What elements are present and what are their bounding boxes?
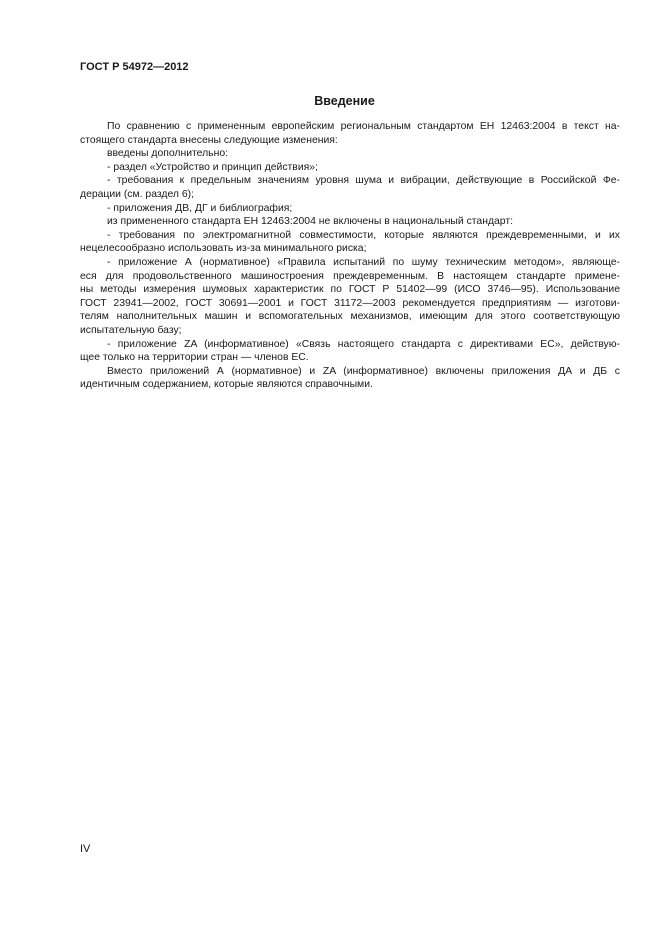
text-line: идентичным содержанием, которые являются справочными. [80, 379, 373, 391]
text-line: телям наполнительных машин и вспомогательных механизмов, имеющим для этого соответствующую [80, 311, 620, 323]
text-line: стоящего стандарта внесены следующие изменения: [80, 134, 338, 146]
page-number: IV [80, 843, 91, 855]
text-line: щее только на территории стран — членов ЕС. [80, 352, 309, 364]
text-line: Вместо приложений А (нормативное) и ZA (информативное) включены приложения ДА и ДБ с [107, 365, 620, 377]
body-text [80, 120, 620, 392]
text-line: По сравнению с примененным европейским региональным стандартом ЕН 12463:2004 в текст на- [107, 121, 620, 132]
text-line: - приложение А (нормативное) «Правила испытаний по шуму техническим методом», являюще- [107, 256, 620, 268]
text-line: - приложения ДВ, ДГ и библиография; [107, 202, 293, 214]
text-line: из примененного стандарта ЕН 12463:2004 не включены в национальный стандарт: [107, 216, 513, 228]
section-title: Введение [314, 94, 375, 108]
text-line: введены дополнительно: [107, 148, 228, 160]
text-line: - требования к предельным значениям уровня шума и вибрации, действующие в Российской Фе- [107, 175, 620, 187]
text-line: ны методы измерения шумовых характеристик по ГОСТ Р 51402—99 (ИСО 3746—95). Использование [80, 284, 620, 296]
text-line: - требования по электромагнитной совместимости, которые являются преждевременными, и их [107, 229, 620, 241]
text-line: - раздел «Устройство и принцип действия»; [107, 161, 318, 173]
text-line: - приложение ZA (информативное) «Связь настоящего стандарта с директивами ЕС», действую- [107, 338, 620, 350]
text-line: еся для продовольственного машиностроения преждевременным. В настоящем стандарте примене- [80, 270, 620, 282]
document-id: ГОСТ Р 54972—2012 [80, 61, 189, 73]
text-line: нецелесообразно использовать из-за минимального риска; [80, 243, 367, 255]
text-line: ГОСТ 23941—2002, ГОСТ 30691—2001 и ГОСТ 31172—2003 рекомендуется предприятиям — изготови- [80, 297, 620, 309]
text-line: дерации (см. раздел 6); [80, 188, 194, 200]
text-line: испытательную базу; [80, 324, 182, 336]
